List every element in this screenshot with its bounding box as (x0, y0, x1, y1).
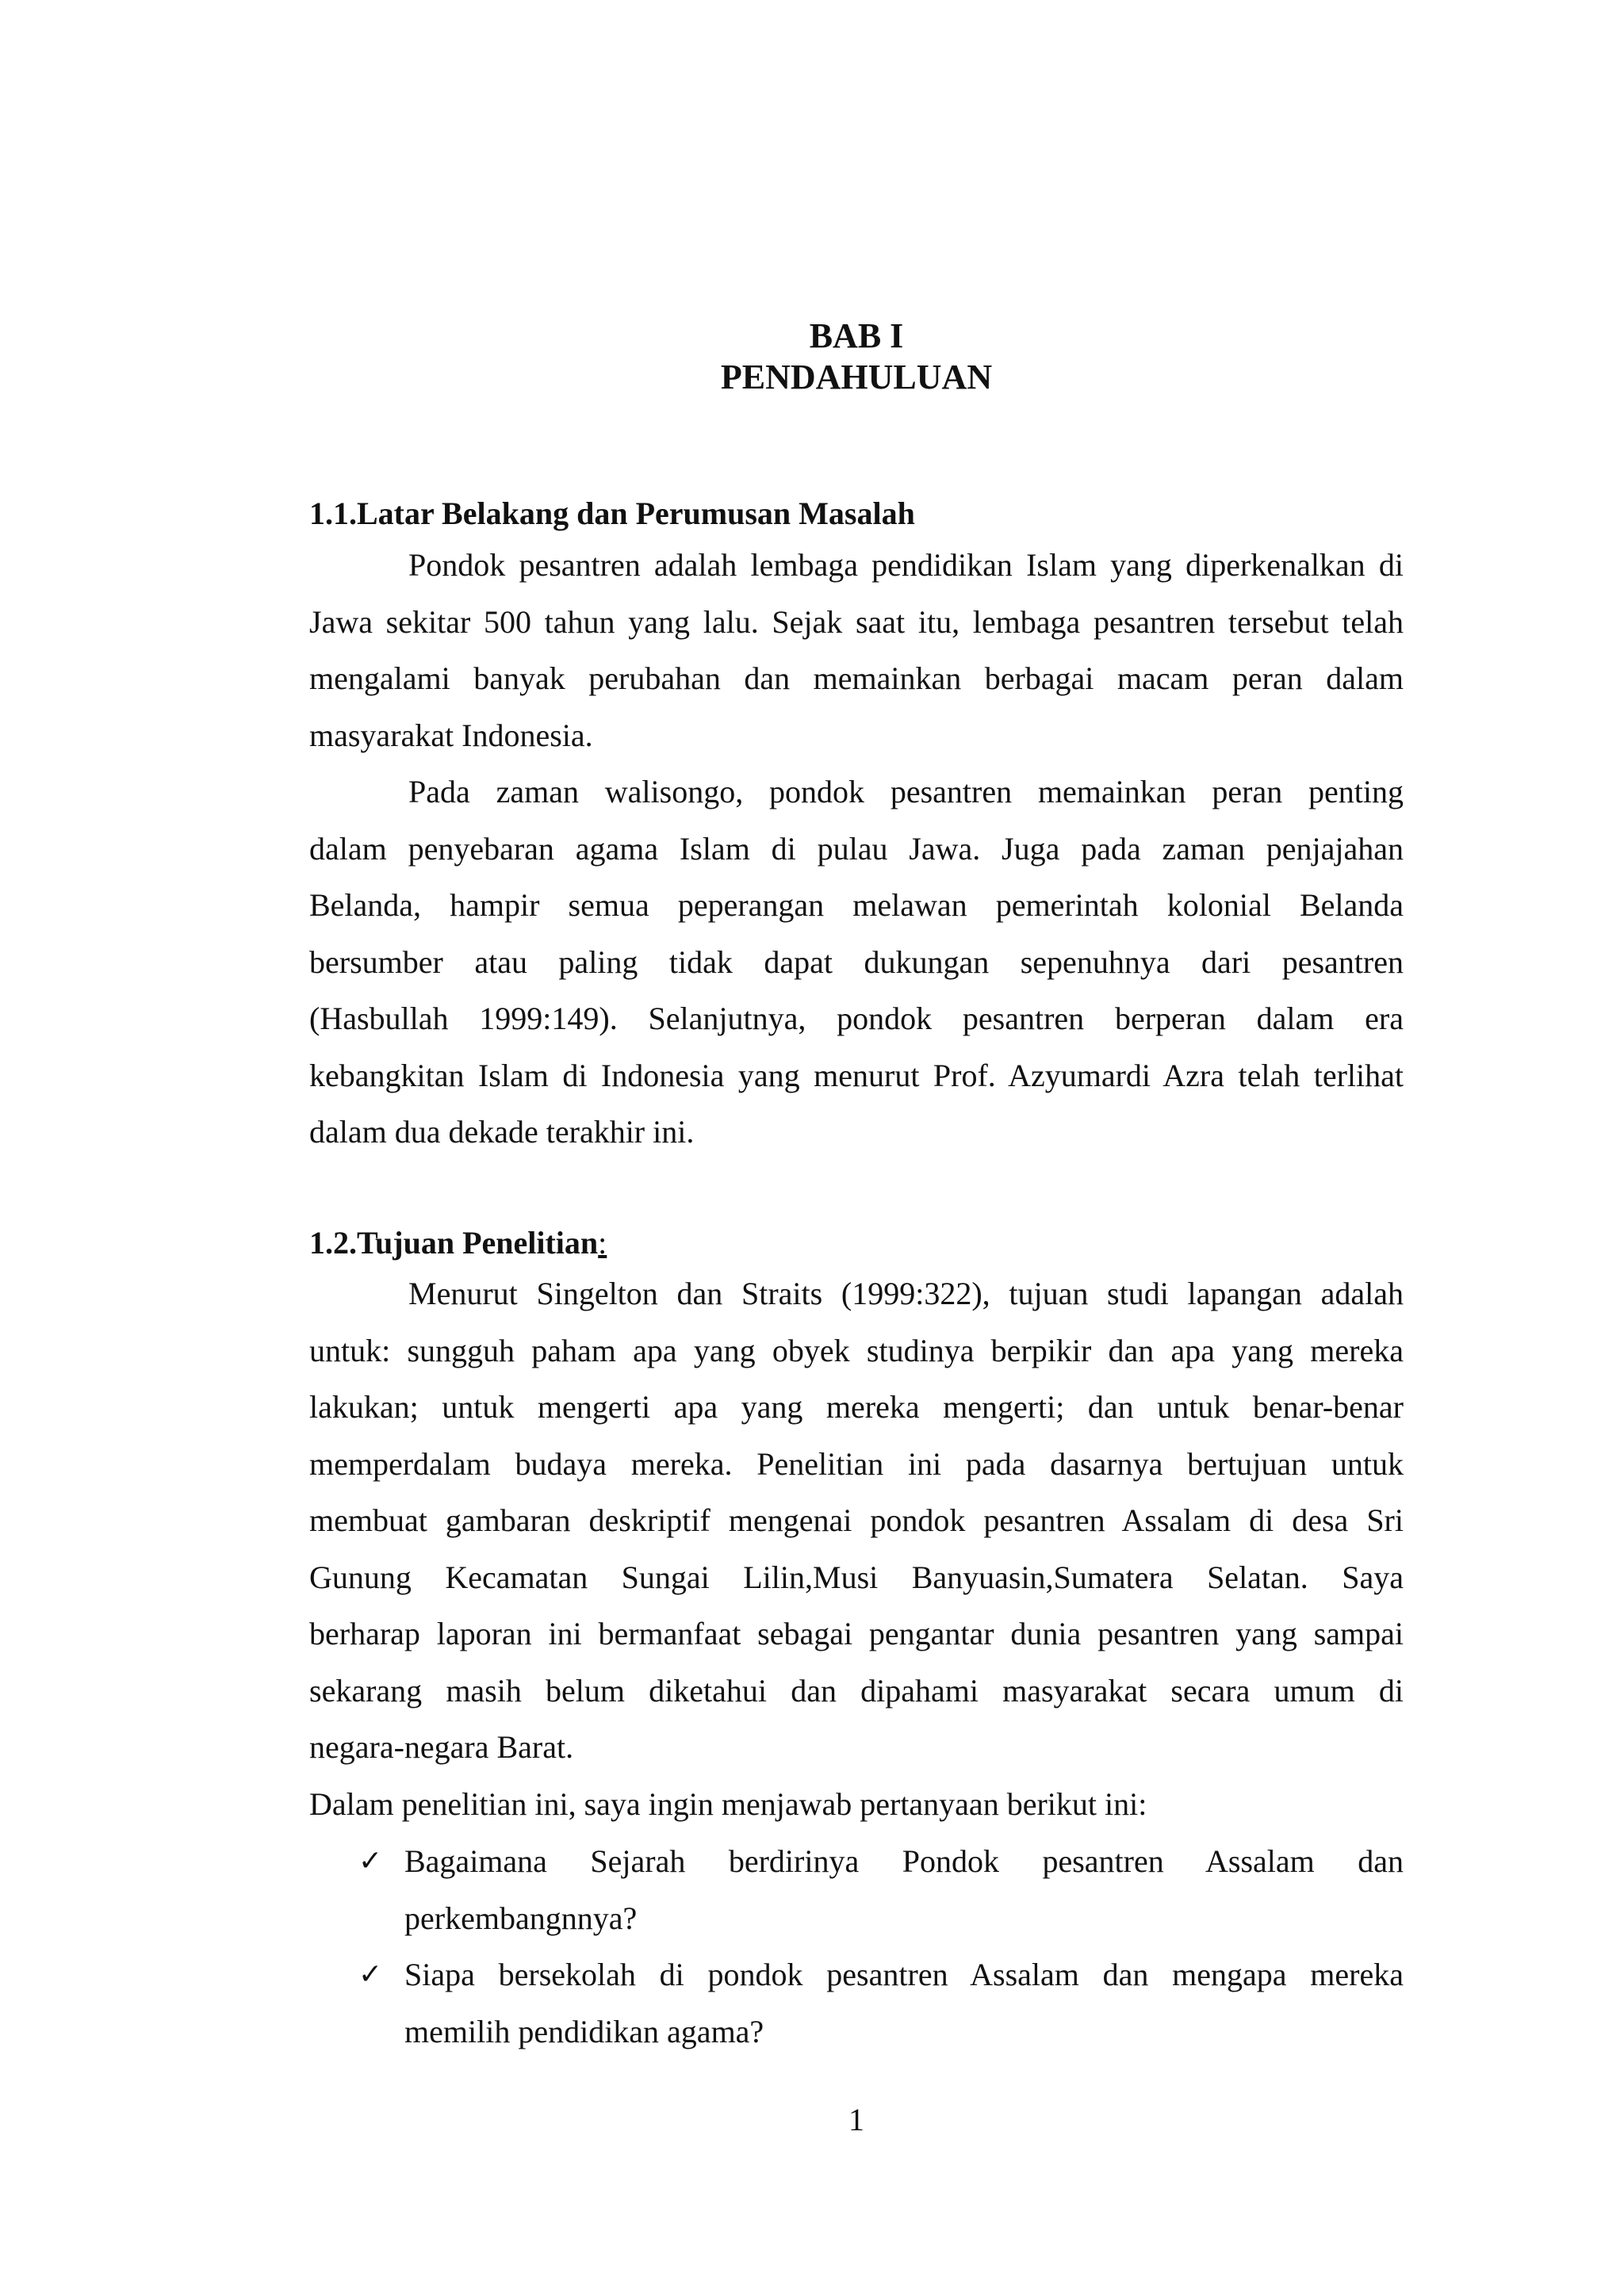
checkmark-icon: ✓ (358, 1845, 383, 1877)
checkmark-icon: ✓ (358, 1958, 383, 1991)
section-heading-1-2 (309, 1221, 607, 1265)
section-heading-text: 1.2.Tujuan Penelitian (309, 1225, 599, 1261)
paragraph-line: Pondok pesantren adalah lembaga pendidikan Islam yang diperkenalkan di (408, 547, 1404, 583)
paragraph-line: lakukan; untuk mengerti apa yang mereka mengerti; dan untuk benar-benar (309, 1389, 1404, 1425)
questions-intro (309, 1782, 1404, 1839)
paragraph-line: Belanda, hampir semua peperangan melawan pemerintah kolonial Belanda (309, 887, 1404, 923)
paragraph-line: sekarang masih belum diketahui dan dipahami masyarakat secara umum di (309, 1672, 1404, 1709)
paragraph-line: mengalami banyak perubahan dan memainkan berbagai macam peran dalam (309, 660, 1404, 696)
question-line: memilih pendidikan agama? (404, 2013, 764, 2049)
paragraph-line: untuk: sungguh paham apa yang obyek studinya berpikir dan apa yang mereka (309, 1332, 1404, 1368)
page-number: 1 (848, 2102, 864, 2137)
question-line: Bagaimana Sejarah berdirinya Pondok pesantren Assalam dan (404, 1843, 1404, 1879)
paragraph-line: bersumber atau paling tidak dapat dukungan sepenuhnya dari pesantren (309, 943, 1404, 980)
paragraph-line: Gunung Kecamatan Sungai Lilin,Musi Banyuasin,Sumatera Selatan. Saya (309, 1559, 1404, 1595)
paragraph-line: dalam penyebaran agama Islam di pulau Jawa. Juga pada zaman penjajahan (309, 830, 1404, 867)
chapter-number: BAB I (809, 316, 904, 355)
question-list-item (358, 1953, 1404, 2066)
paragraph-tujuan (309, 1272, 1404, 1782)
question-line: Siapa bersekolah di pondok pesantren Assalam dan mengapa mereka (404, 1957, 1404, 1992)
paragraph-line: berharap laporan ini bermanfaat sebagai pengantar dunia pesantren yang sampai (309, 1616, 1404, 1651)
paragraph-walisongo (309, 770, 1404, 1167)
paragraph-line: memperdalam budaya mereka. Penelitian ini pada dasarnya bertujuan untuk (309, 1445, 1404, 1482)
paragraph-line: kebangkitan Islam di Indonesia yang menurut Prof. Azyumardi Azra telah terlihat (309, 1057, 1404, 1093)
paragraph-line: dalam dua dekade terakhir ini. (309, 1114, 695, 1150)
paragraph-line: membuat gambaran deskriptif mengenai pondok pesantren Assalam di desa Sri (309, 1502, 1404, 1538)
paragraph-line: Menurut Singelton dan Straits (1999:322), tujuan studi lapangan adalah (408, 1276, 1404, 1311)
chapter-title: PENDAHULUAN (720, 358, 993, 396)
paragraph-line: Dalam penelitian ini, saya ingin menjawab pertanyaan berikut ini: (309, 1786, 1147, 1822)
paragraph-line: negara-negara Barat. (309, 1729, 574, 1765)
paragraph-line: Pada zaman walisongo, pondok pesantren memainkan peran penting (408, 774, 1404, 809)
section-heading-1-1: 1.1.Latar Belakang dan Perumusan Masalah (309, 496, 915, 531)
question-list-item (358, 1839, 1404, 1953)
paragraph-line: (Hasbullah 1999:149). Selanjutnya, pondok pesantren berperan dalam era (309, 1001, 1404, 1036)
paragraph-pondok-pesantren (309, 543, 1404, 770)
section-heading-colon: : (598, 1225, 607, 1261)
paragraph-line: masyarakat Indonesia. (309, 717, 593, 753)
question-line: perkembangnnya? (404, 1900, 638, 1936)
paragraph-line: Jawa sekitar 500 tahun yang lalu. Sejak saat itu, lembaga pesantren tersebut telah (309, 603, 1404, 640)
